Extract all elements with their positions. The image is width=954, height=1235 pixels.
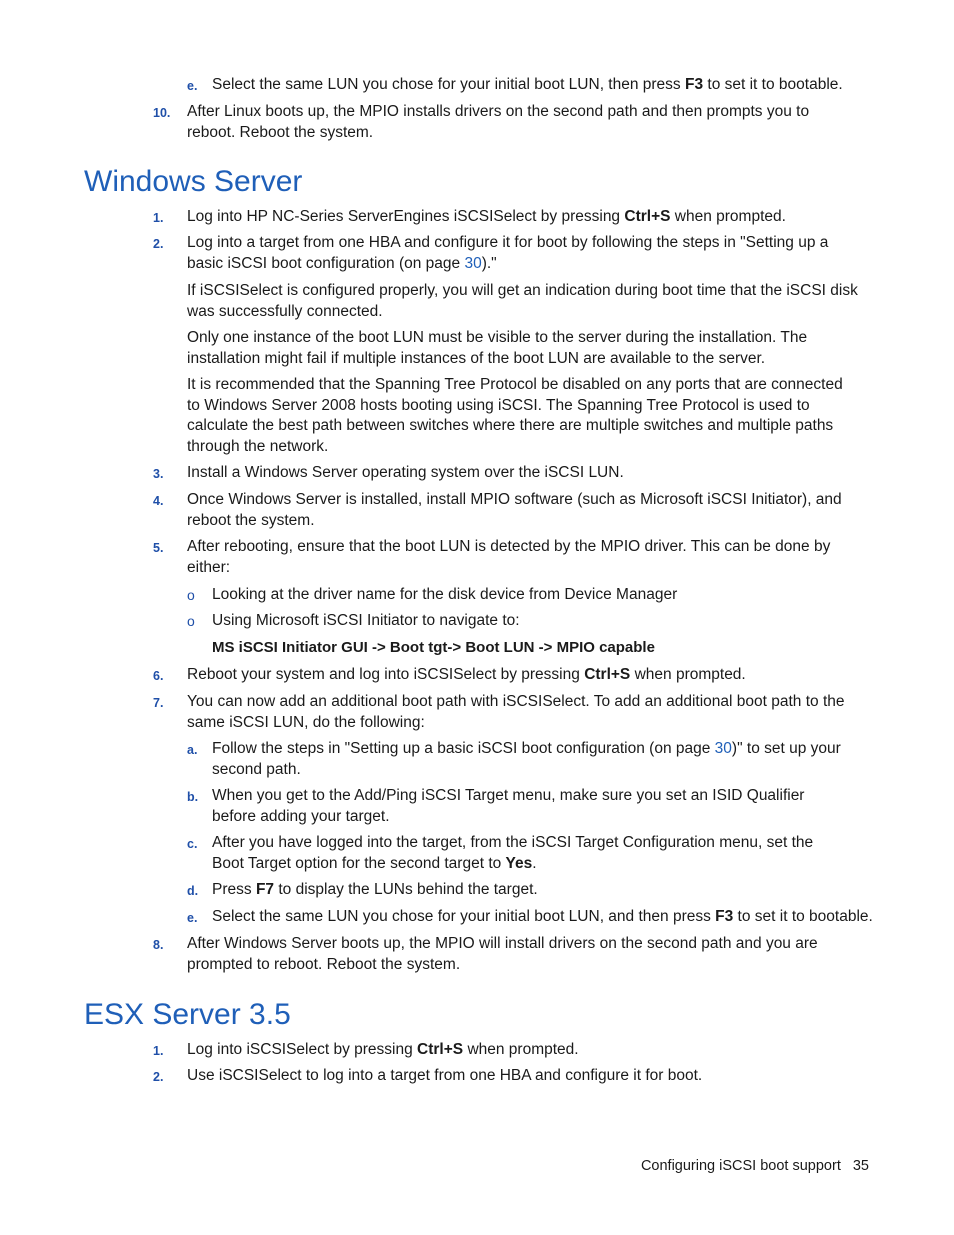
page-number: 35 [852, 1158, 869, 1174]
step-marker: e. [187, 79, 198, 93]
step-marker: 2. [153, 1070, 164, 1084]
step-marker: 8. [153, 938, 164, 952]
step-marker: 1. [153, 1044, 164, 1058]
page-link[interactable]: 30 [714, 740, 732, 757]
step-marker: a. [187, 743, 198, 757]
step-marker: 3. [153, 467, 164, 481]
heading-windows-server: Windows Server [84, 165, 303, 198]
step-marker: 10. [153, 106, 171, 120]
key-label: Ctrl+S [624, 208, 671, 225]
key-label: F7 [255, 881, 275, 898]
bullet-marker: o [187, 613, 195, 629]
step-marker: b. [187, 790, 199, 804]
footer-section-title: Configuring iSCSI boot support [640, 1158, 841, 1174]
step-marker: 2. [153, 237, 164, 251]
step-marker: 4. [153, 494, 164, 508]
key-label: Yes [505, 854, 533, 872]
step-marker: 5. [153, 541, 164, 555]
step-marker: e. [187, 911, 198, 925]
heading-esx-server: ESX Server 3.5 [84, 998, 291, 1031]
step-marker: d. [187, 884, 199, 898]
key-label: Ctrl+S [584, 666, 631, 683]
page-link[interactable]: 30 [464, 254, 482, 272]
bullet-marker: o [187, 587, 195, 603]
key-label: F3 [715, 908, 734, 925]
step-marker: 6. [153, 669, 164, 683]
step-marker: 1. [153, 211, 164, 225]
page-footer [641, 1158, 869, 1174]
key-label: F3 [685, 76, 704, 93]
key-label: Ctrl+S [417, 1041, 464, 1058]
step-marker: c. [187, 837, 198, 851]
step-marker: 7. [153, 696, 164, 710]
